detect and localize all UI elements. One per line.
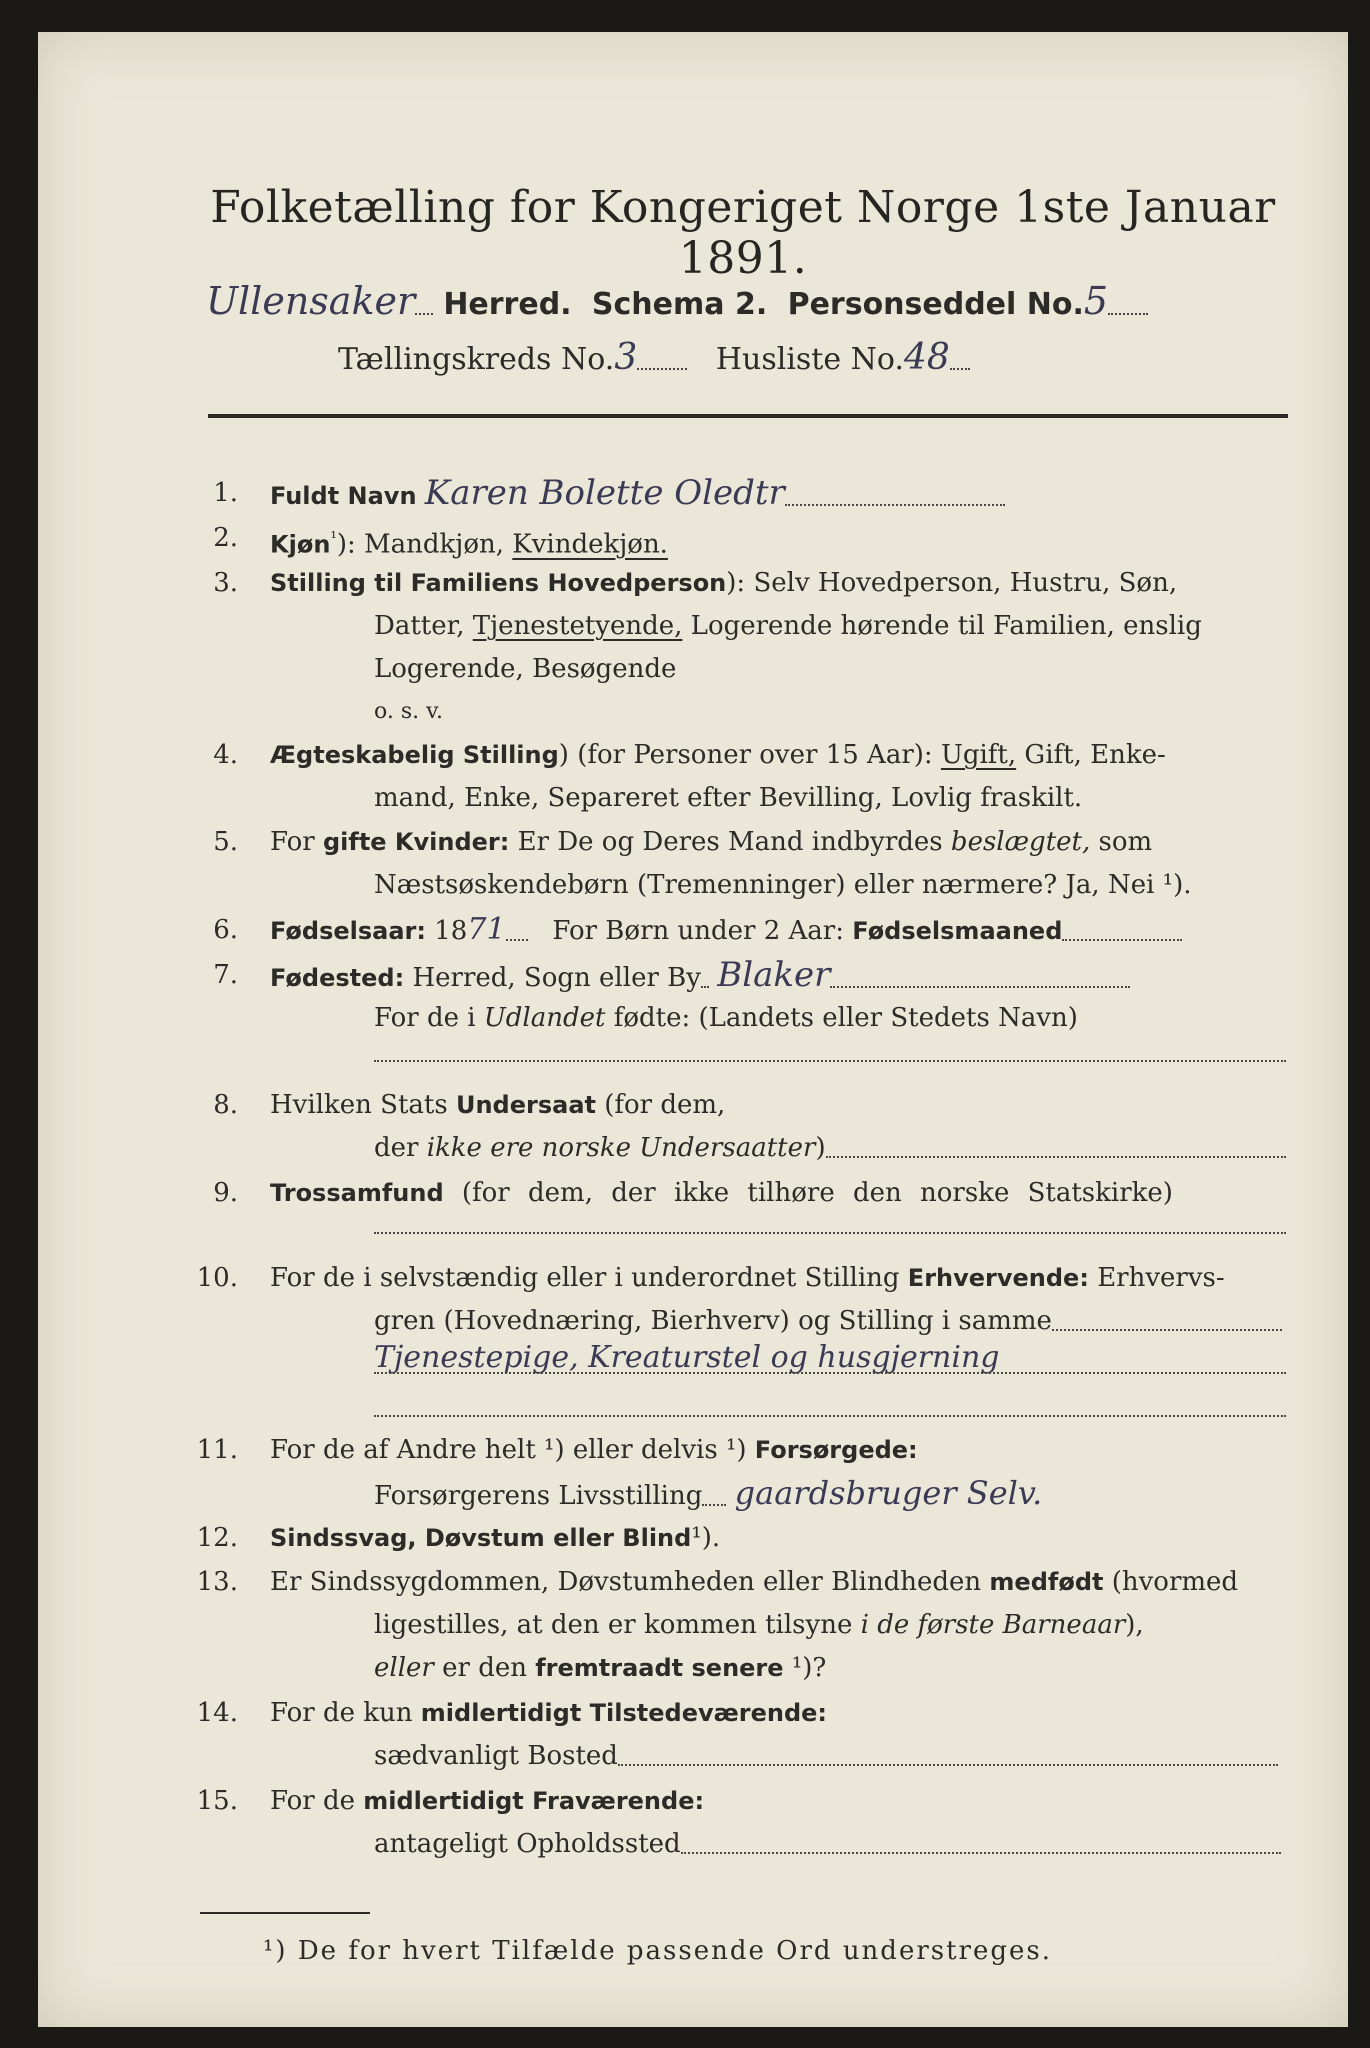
item-5-line-2: Næstsøskendebørn (Tremenninger) eller nærmere? Ja, Nei ¹).: [374, 870, 1192, 900]
census-form-page: Folketælling for Kongeriget Norge 1ste Januar 1891. Ullensaker Herred. Schema 2. Personseddel No.5 Tællingskreds No.3 Husliste No.48 1. Fuldt Navn Karen Bolette Oledtr 2. Kjøn$^{^1}$): Mandkjøn, Kvindekjøn. 3. Stilling til Familiens Hovedperson): Selv Hovedperson, Hustru, Søn, Datter, Tjenestetyende, Logerende hørende til Familien, enslig Logerende, Besøgende o. s. v. 4. Ægteskabelig Stilling) (for Personer over 15 Aar): Ugift, Gift, Enke- mand, Enke, Separeret efter Bevilling, Lovlig fraskilt. 5. For gifte Kvinder: Er De og Deres Mand indbyrdes beslægtet, som Næstsøskendebørn (Tremenninger) eller nærmere? Ja, Nei ¹). 6. Fødselsaar: 1871 For Børn under 2 Aar: Fødselsmaaned 7. Fødested: Herred, Sogn eller By Blaker For de i Udlandet fødte: (Landets eller Stedets Navn) 8. Hvilken Stats Undersaat (for dem, der ikke ere norske Undersaatter) 9. Trossamfund (for dem, der ikke tilhøre den norske Statskirke) 10. For de i selvstændig eller i underordnet Stilling Erhvervende: Erhvervs- gren (Hovednæring, Bierhverv) og Stilling i samme Tjenestepige, Kreaturstel og husgjerning 11. For de af Andre helt ¹) eller delvis ¹) Forsørgede: Forsørgerens Livsstilling gaardsbruger Selv. 12. Sindssvag, Døvstum eller Blind¹). 13. Er Sindssygdommen, Døvstumheden eller Blindheden medfødt (hvormed ligestilles, at den er kommen tilsyne i de første Barneaar), eller er den fremtraadt senere ¹)? 14. For de kun midlertidigt Tilstedeværende: sædvanligt Bosted 15. For de midlertidigt Fraværende: antageligt Opholdssted ¹) De for hvert Tilfælde passende Ord understreges.: [38, 32, 1348, 2027]
item-2-label: Kjøn: [270, 530, 331, 559]
item-3-label: Stilling til Familiens Hovedperson: [270, 569, 727, 597]
item-14-label: midlertidigt Tilstedeværende:: [420, 1699, 828, 1727]
item-8-label: Undersaat: [455, 1091, 596, 1119]
form-title: Folketælling for Kongeriget Norge 1ste Januar 1891.: [210, 182, 1276, 284]
marital-selected: Ugift,: [940, 740, 1017, 770]
item-14-line-2: sædvanligt Bosted: [374, 1740, 1278, 1772]
item-7-label: Fødested:: [270, 964, 405, 992]
provider-value: gaardsbruger Selv.: [734, 1474, 1043, 1512]
kreds-label: Tællingskreds No.: [338, 342, 615, 377]
item-11-label: Forsørgede:: [754, 1436, 918, 1464]
item-9-blank-line: [374, 1232, 1286, 1234]
birth-month-label: Fødselsmaaned: [852, 917, 1063, 945]
header-rule: [208, 414, 1288, 418]
full-name-value: Karen Bolette Oledtr: [424, 473, 785, 513]
item-13-label-2: fremtraadt senere: [535, 1654, 784, 1682]
item-12-label: Sindssvag, Døvstum eller Blind: [270, 1524, 692, 1552]
footnote-rule: [200, 1912, 370, 1914]
item-1-label: Fuldt Navn: [270, 482, 417, 510]
item-6-label: Fødselsaar:: [270, 917, 426, 945]
kreds-line: [338, 337, 970, 378]
item-13-label: medfødt: [989, 1568, 1104, 1596]
item-8-line-2: der ikke ere norske Undersaatter): [374, 1132, 1286, 1164]
birth-year-value: 71: [467, 912, 506, 947]
item-13-line-3: eller er den fremtraadt senere ¹)?: [374, 1653, 827, 1683]
item-10-label: Erhvervende:: [907, 1264, 1089, 1292]
herred-line: [206, 279, 1148, 323]
item-3-line-2: Datter, Tjenestetyende, Logerende hørende til Familien, enslig: [374, 611, 1202, 641]
kreds-value: 3: [614, 337, 638, 378]
personseddel-label: Personseddel No.: [787, 287, 1084, 322]
item-7-blank-line: [374, 1060, 1286, 1062]
schema-label: Schema 2.: [591, 287, 768, 322]
item-5-label: gifte Kvinder:: [322, 828, 510, 856]
husliste-label: Husliste No.: [715, 342, 904, 377]
position-selected: Tjenestetyende,: [472, 611, 683, 641]
item-11-line-2: Forsørgerens Livsstilling gaardsbruger Selv.: [374, 1474, 1043, 1512]
item-15-label: midlertidigt Fraværende:: [363, 1787, 705, 1815]
item-4-line-2: mand, Enke, Separeret efter Bevilling, Lovlig fraskilt.: [374, 783, 1083, 813]
item-10-line-2: gren (Hovednæring, Bierhverv) og Stilling i samme: [374, 1305, 1282, 1337]
herred-label: Herred.: [443, 287, 572, 322]
item-13-line-2: ligestilles, at den er kommen tilsyne i de første Barneaar),: [374, 1610, 1144, 1640]
item-10-blank-line: [374, 1415, 1286, 1417]
item-7-line-2: For de i Udlandet fødte: (Landets eller Stedets Navn): [374, 1003, 1078, 1033]
herred-value: Ullensaker: [206, 279, 416, 323]
footnote: ¹) De for hvert Tilfælde passende Ord understreges.: [263, 1936, 1053, 1966]
gender-selected: Kvindekjøn.: [512, 529, 668, 560]
birthplace-value: Blaker: [717, 955, 831, 995]
item-10-line-3: [374, 1342, 1000, 1375]
occupation-value: Tjenestepige, Kreaturstel og husgjerning: [374, 1340, 1000, 1375]
item-4-label: Ægteskabelig Stilling: [270, 741, 559, 769]
item-9-label: Trossamfund: [270, 1179, 444, 1207]
husliste-value: 48: [903, 337, 950, 378]
personseddel-value: 5: [1083, 279, 1109, 323]
item-3-line-4: o. s. v.: [374, 699, 443, 724]
item-15-line-2: antageligt Opholdssted: [374, 1828, 1281, 1860]
item-3-line-3: Logerende, Besøgende: [374, 654, 677, 684]
